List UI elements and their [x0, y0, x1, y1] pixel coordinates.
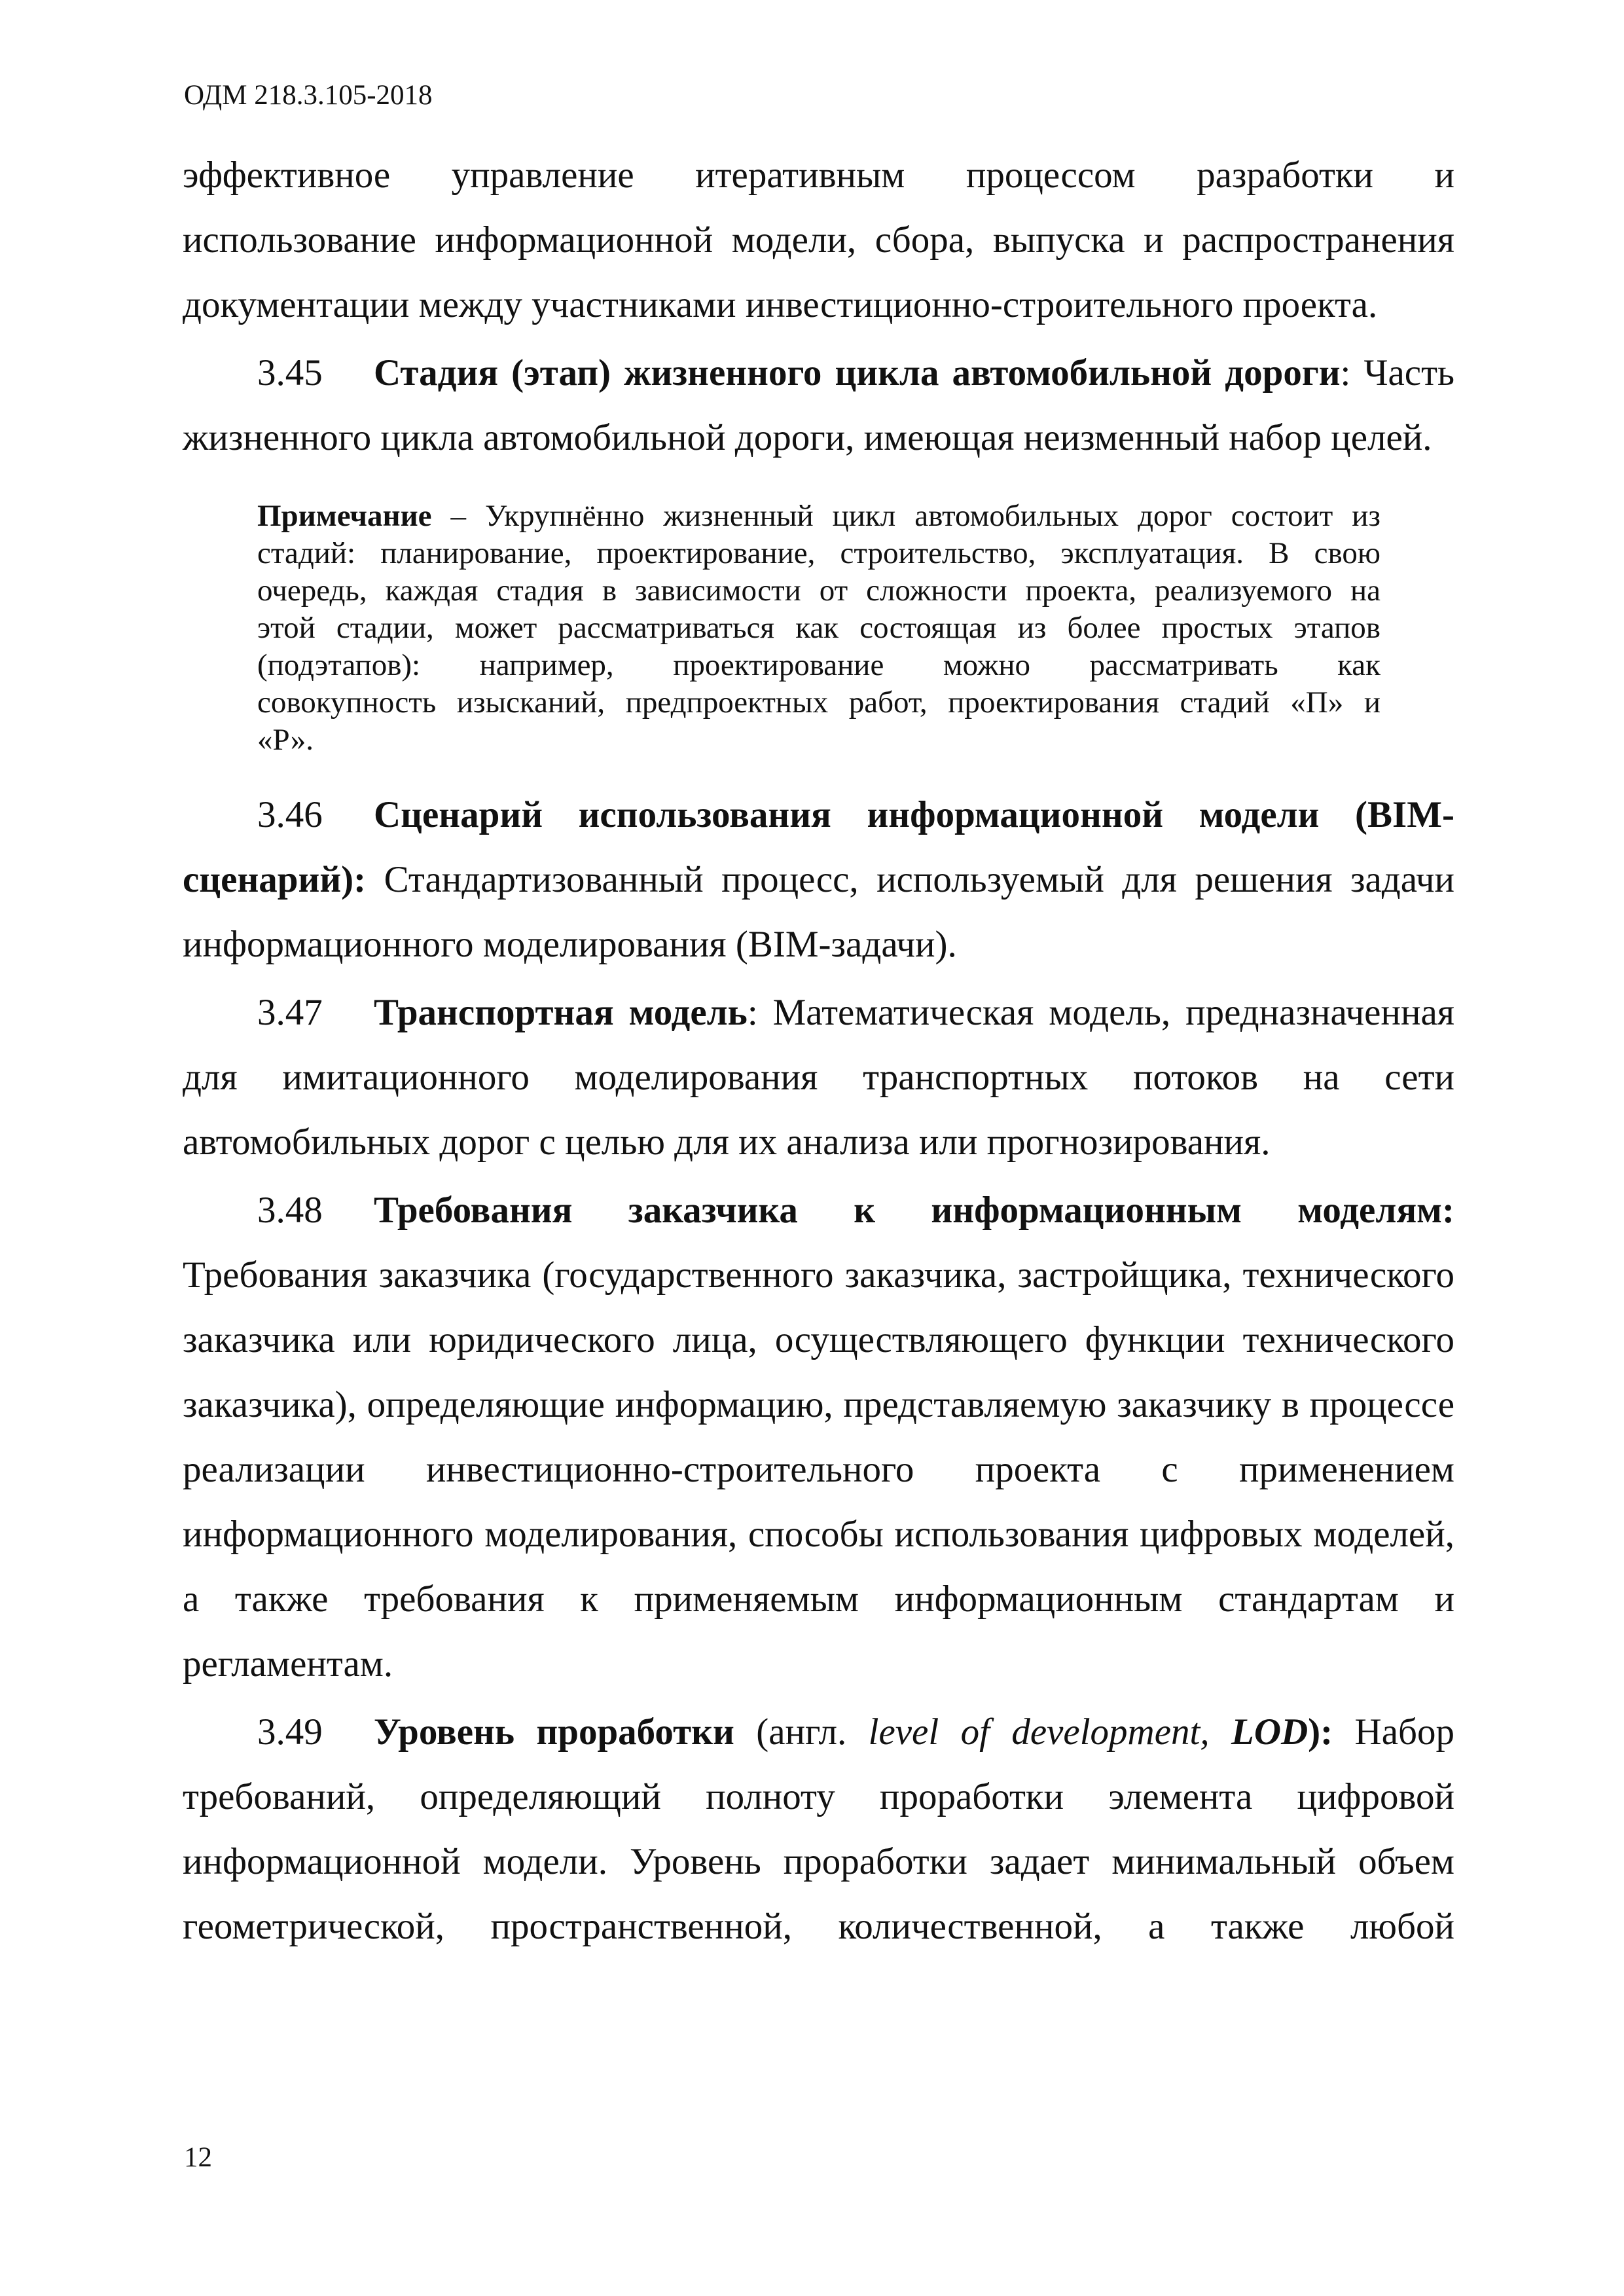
intro-line-1: эффективное управление итеративным процессом разработки и [183, 155, 1454, 196]
term-number: 3.46 [257, 794, 323, 835]
term-number: 3.48 [257, 1190, 323, 1231]
term-definition: Стандартизованный процесс, используемый для решения задачи информационного моделирования (BIM-задачи). [183, 859, 1454, 965]
term-3-46 [183, 782, 1454, 977]
intro-rest: использование информационной модели, сбора, выпуска и распространения документации между участниками инвестиционно-строительного проекта. [183, 219, 1454, 325]
page-content [183, 143, 1454, 1959]
term-title: Стадия (этап) жизненного цикла автомобильной дороги [374, 352, 1341, 393]
term-3-48 [183, 1178, 1454, 1696]
term-title: Транспортная модель [374, 992, 748, 1033]
note-line: (подэтапов): например, проектирование можно рассматривать как [257, 648, 1380, 682]
term-definition: Математическая модель, предназначенная для имитационного моделирования транспортных потоков на сети автомобильных дорог с целью для их анализа или прогнозирования. [183, 992, 1455, 1163]
note-label: Примечание [257, 499, 432, 533]
note-line: стадий: планирование, проектирование, строительство, эксплуатация. В свою [257, 536, 1380, 570]
term-lang-close: ): [1308, 1711, 1333, 1753]
term-title: Требования заказчика к информационным моделям: [374, 1190, 1454, 1231]
term-definition: Набор требований, определяющий полноту проработки элемента цифровой информационной модели. Уровень проработки задает минимальный объем геометрической, пространственной, количественной, а также любой [183, 1711, 1455, 1947]
term-definition: Часть жизненного цикла автомобильной дороги, имеющая неизменный набор целей. [183, 352, 1454, 458]
term-colon: : [1340, 352, 1351, 393]
term-english: level of development, [868, 1711, 1210, 1753]
term-abbreviation: LOD [1231, 1711, 1308, 1753]
term-number: 3.49 [257, 1711, 323, 1753]
term-title: Уровень проработки [374, 1711, 734, 1753]
term-number: 3.45 [257, 352, 323, 393]
term-definition: Требования заказчика (государственного заказчика, застройщика, технического заказчика или юридического лица, осуществляющего функции технического заказчика), определяющие информацию, представляемую заказчику в процессе реализации инвестиционно-строительного проекта с применением информационного моделирования, способы использования цифровых моделей, а также требования к применяемым информационным стандартам и регламентам. [183, 1254, 1454, 1685]
term-3-47 [183, 980, 1454, 1175]
note-block [257, 498, 1380, 759]
note-line: этой стадии, может рассматриваться как состоящая из более простых этапов [257, 611, 1380, 645]
intro-paragraph [183, 143, 1454, 337]
term-lang-open: (англ. [756, 1711, 847, 1753]
term-3-49 [183, 1700, 1454, 1959]
term-3-45 [183, 340, 1454, 470]
term-number: 3.47 [257, 992, 323, 1033]
note-line: – Укрупнённо жизненный цикл автомобильных дорог состоит из [450, 499, 1380, 533]
note-line: очередь, каждая стадия в зависимости от сложности проекта, реализуемого на [257, 574, 1380, 608]
term-title: Сценарий использования информационной модели (BIM-сценарий): [183, 794, 1454, 900]
term-colon: : [747, 992, 758, 1033]
page-number: 12 [184, 2142, 212, 2173]
document-code: ОДМ 218.3.105-2018 [184, 80, 433, 111]
note-line: совокупность изысканий, предпроектных работ, проектирования стадий «П» и [257, 685, 1380, 720]
note-line: «Р». [257, 723, 314, 757]
